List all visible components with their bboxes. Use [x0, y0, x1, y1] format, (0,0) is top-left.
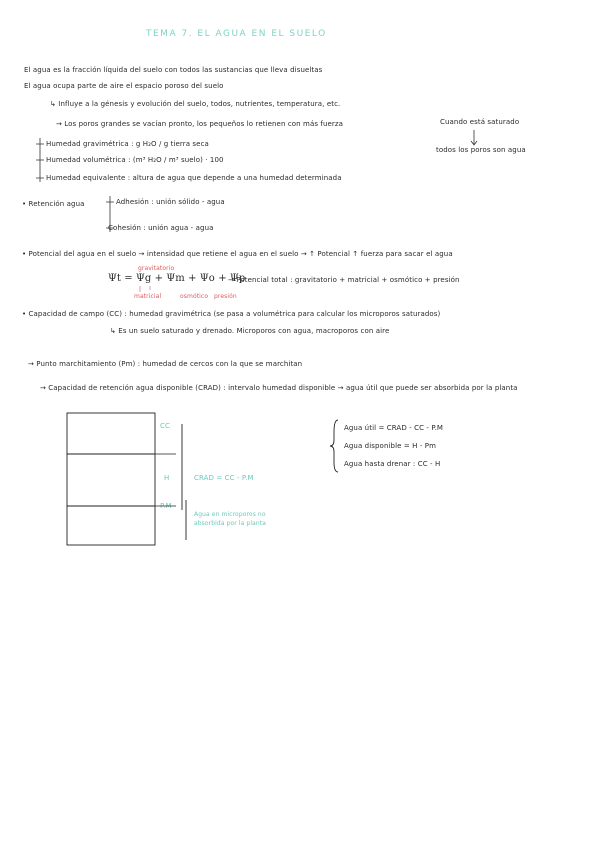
summary-agua-disponible: Agua disponible = H - Pm [344, 442, 437, 450]
intro-line-2: El agua ocupa parte de aire el espacio poroso del suelo [24, 82, 224, 90]
diagram-crad-label: CRAD = CC - P.M [194, 474, 254, 482]
retencion-label: • Retención agua [22, 200, 85, 208]
page-title: TEMA 7. EL AGUA EN EL SUELO [146, 29, 327, 39]
diagram-cc-label: CC [160, 422, 170, 430]
capacidad-line: • Capacidad de campo (CC) : humedad gravimétrica (se pasa a volumétrica para calcular los microporos saturados) [22, 310, 441, 318]
retencion-adhesion: Adhesión : unión sólido - agua [116, 198, 225, 206]
humedad-equivalente: Humedad equivalente : altura de agua que depende a una humedad determinada [46, 174, 342, 182]
potencial-formula-note: → Potencial total : gravitatorio + matricial + osmótico + presión [228, 276, 460, 284]
intro-sub-1: ↳ Influye a la génesis y evolución del suelo, todos, nutrientes, temperatura, etc. [50, 100, 341, 108]
label-osmotico: osmótico [180, 293, 209, 300]
intro-line-1: El agua es la fracción líquida del suelo con todos las sustancias que lleva disueltas [24, 66, 323, 74]
intro-sub-2: → Los poros grandes se vacían pronto, los pequeños lo retienen con más fuerza [56, 120, 344, 128]
potencial-brace [140, 286, 150, 292]
capacidad-sub: ↳ Es un suelo saturado y drenado. Microporos con agua, macroporos con aire [110, 327, 390, 335]
retencion-cohesion: Cohesión : unión agua - agua [108, 224, 214, 232]
diagram-note-2: absorbida por la planta [194, 520, 267, 527]
summary-brace [330, 420, 338, 472]
summary-agua-util: Agua útil = CRAD - CC - P.M [344, 424, 444, 432]
marchitez-line: → Punto marchitamiento (Pm) : humedad de cercos con la que se marchitan [28, 360, 303, 368]
retencion-brace [106, 196, 114, 232]
summary-agua-drenar: Agua hasta drenar : CC - H [344, 460, 441, 468]
label-gravitatorio: gravitatorio [138, 265, 175, 272]
diagram-h-label: H [164, 474, 170, 482]
humedad-brace [36, 138, 44, 182]
label-matricial: matricial [134, 293, 162, 300]
label-presion: presión [214, 293, 237, 300]
humedad-volumetrica: Humedad volumétrica : (m³ H₂O / m³ suelo) · 100 [46, 156, 224, 164]
side-note-arrow [471, 130, 477, 145]
soil-diagram [67, 413, 186, 545]
diagram-pmp-label: P.M [160, 502, 172, 510]
potencial-line: • Potencial del agua en el suelo → intensidad que retiene el agua en el suelo → ↑ Potencial ↑ fuerza para sacar el agua [22, 250, 453, 258]
humedad-gravimetrica: Humedad gravimétrica : g H₂O / g tierra seca [46, 140, 209, 148]
crad-line: → Capacidad de retención agua disponible (CRAD) : intervalo humedad disponible → agua útil que puede ser absorbida por la planta [40, 384, 518, 392]
diagram-note-1: Agua en microporos no [194, 511, 266, 518]
side-note-saturado: Cuando está saturado [440, 118, 520, 126]
potencial-formula: Ψt = Ψg + Ψm + Ψo + Ψp [108, 273, 246, 284]
side-note-poros: todos los poros son agua [436, 146, 526, 154]
